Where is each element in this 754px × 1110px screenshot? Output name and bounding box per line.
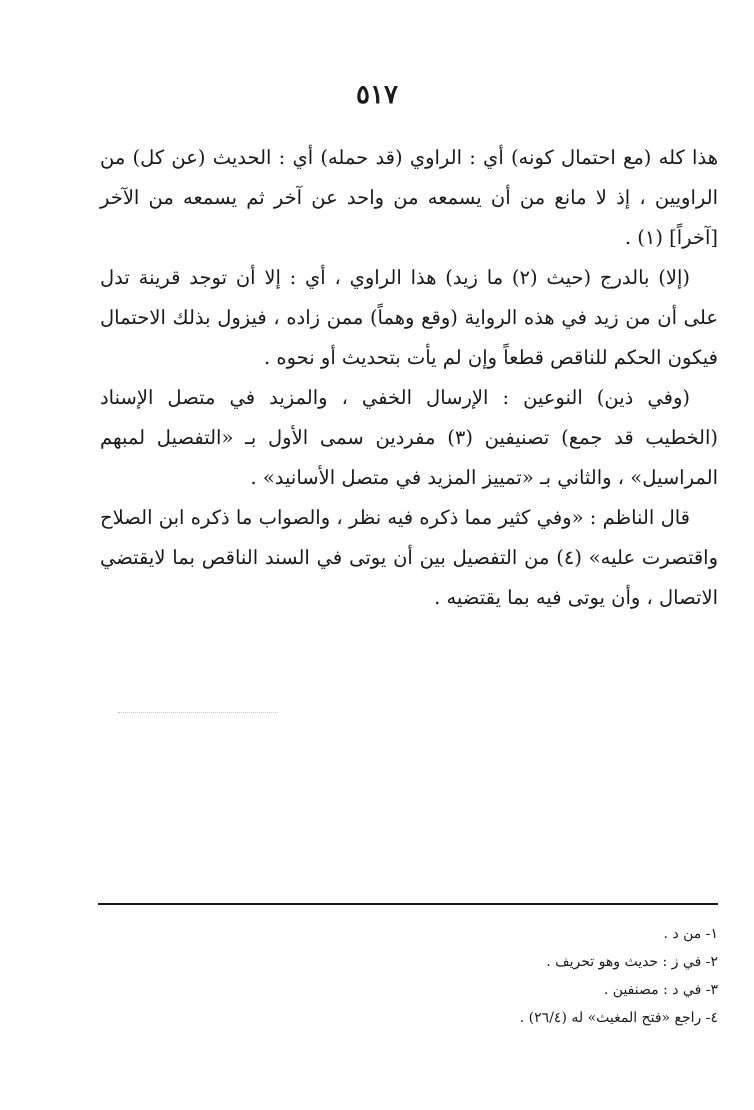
paragraph-3: (وفي ذين) النوعين : الإرسال الخفي ، والمزيد في متصل الإسناد (الخطيب قد جمع) تصنيفين (٣) مفردين سمى الأول بـ «التفصيل لمبهم المراسيل» ، والثاني بـ «تمييز المزيد في متصل الأسانيد» . [100,386,718,489]
footnotes [100,920,718,1032]
page-number: ٥١٧ [356,80,398,110]
footnote-2: ٢- في ز : حديث وهو تحريف . [546,954,718,970]
main-text [100,138,718,618]
paragraph-4: قال الناظم : «وفي كثير مما ذكره فيه نظر ، والصواب ما ذكره ابن الصلاح واقتصرت عليه» (٤) من التفصيل بين أن يوتى في السند الناقص بما لايقتضي الاتصال ، وأن يوتى فيه بما يقتضيه . [100,506,718,609]
footnote-divider [98,903,718,905]
footnote-1: ١- من د . [663,926,718,942]
footnote-4: ٤- راجع «فتح المغيث» له (٢٦/٤) . [519,1010,718,1026]
scan-artifact [118,712,278,713]
paragraph-1: هذا كله (مع احتمال كونه) أي : الراوي (قد حمله) أي : الحديث (عن كل) من الراويين ، إذ لا مانع من أن يسمعه من واحد عن آخر ثم يسمعه من الآخر [آخراً] (١) . [100,146,718,249]
footnote-3: ٣- في د : مصنفين . [603,982,718,998]
paragraph-2: (إلا) بالدرج (حيث (٢) ما زيد) هذا الراوي ، أي : إلا أن توجد قرينة تدل على أن من زيد في هذه الرواية (وقع وهماً) ممن زاده ، فيزول بذلك الاحتمال فيكون الحكم للناقص قطعاً وإن لم يأت بتحديث أو نحوه . [100,266,718,369]
